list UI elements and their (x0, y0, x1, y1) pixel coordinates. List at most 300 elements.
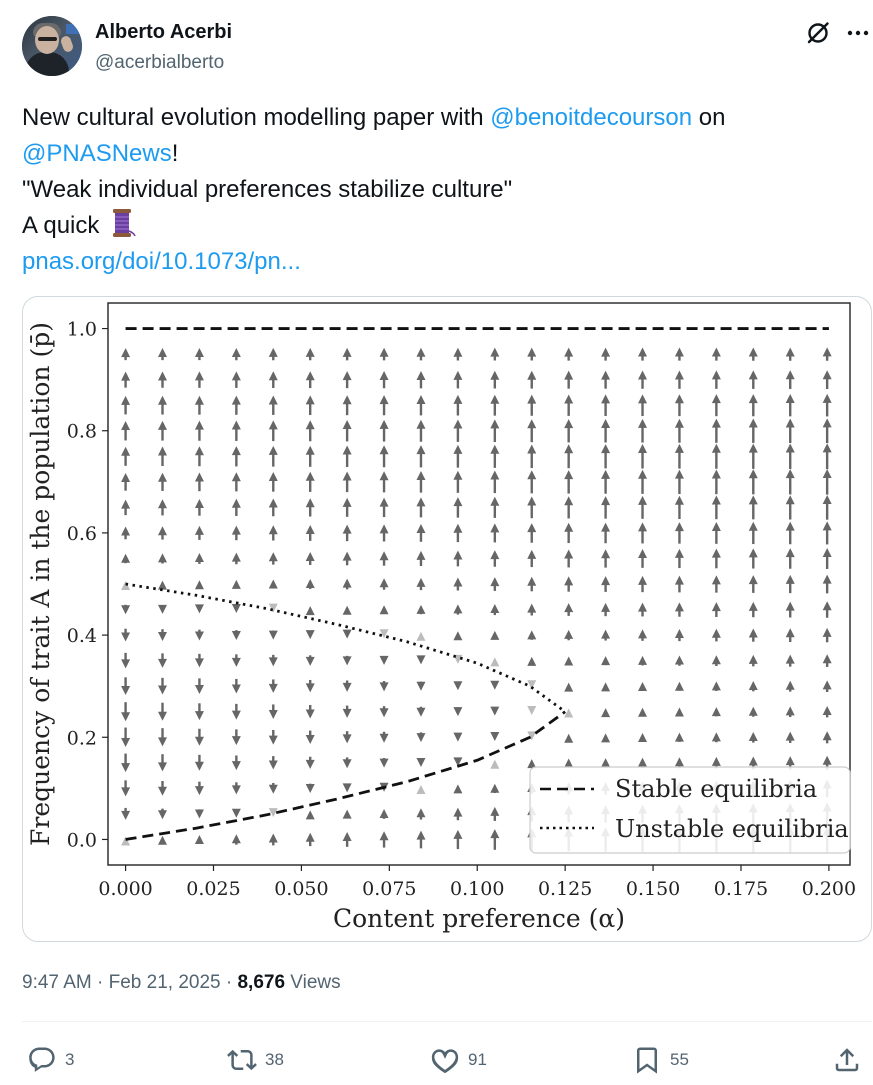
y-tick-label: 0.2 (66, 727, 97, 750)
field-arrow-head (638, 549, 647, 558)
field-arrow-head (786, 394, 795, 403)
field-arrow-head (749, 575, 758, 584)
field-arrow-head (601, 348, 610, 357)
field-arrow-head (416, 348, 425, 357)
field-arrow-head (416, 785, 425, 794)
avatar[interactable] (22, 16, 82, 76)
field-arrow-head (306, 657, 315, 666)
field-arrow-head (564, 734, 573, 743)
field-arrow-head (158, 836, 167, 845)
field-arrow-head (380, 395, 389, 404)
field-arrow-head (343, 832, 352, 841)
field-arrow-head (306, 348, 315, 357)
field-arrow-head (712, 681, 721, 690)
field-arrow-head (490, 732, 499, 741)
field-arrow-head (158, 810, 167, 819)
field-arrow-head (416, 655, 425, 664)
field-arrow-head (343, 420, 352, 429)
mention-pnasnews[interactable]: @PNASNews (22, 140, 172, 167)
field-arrow-head (232, 736, 241, 745)
field-arrow-head (823, 443, 832, 452)
field-arrow-head (527, 444, 536, 453)
field-arrow-head (786, 370, 795, 379)
field-arrow-head (380, 471, 389, 480)
field-arrow-head (343, 552, 352, 561)
field-arrow-head (527, 395, 536, 404)
repost-icon (227, 1045, 257, 1075)
field-arrow-head (564, 630, 573, 639)
share-button[interactable] (832, 1040, 862, 1080)
field-arrow-head (490, 631, 499, 640)
field-arrow-head (601, 470, 610, 479)
field-arrow-head (306, 420, 315, 429)
share-icon (832, 1045, 862, 1075)
tweet-text-part: A quick (22, 212, 100, 239)
field-arrow-head (121, 421, 130, 430)
field-arrow-head (232, 396, 241, 405)
y-tick-label: 0.8 (66, 420, 97, 443)
field-arrow-head (158, 473, 167, 482)
field-arrow-head (675, 348, 684, 357)
field-arrow-head (269, 710, 278, 719)
field-arrow-head (786, 575, 795, 584)
quiver-chart (23, 297, 871, 941)
field-arrow-head (564, 683, 573, 692)
field-arrow-head (638, 371, 647, 380)
field-arrow-head (601, 656, 610, 665)
field-arrow-head (490, 395, 499, 404)
field-arrow-head (638, 733, 647, 742)
field-arrow-head (823, 495, 832, 504)
field-arrow-head (675, 444, 684, 453)
field-arrow-head (416, 578, 425, 587)
field-arrow-head (675, 394, 684, 403)
field-arrow-head (121, 581, 130, 590)
field-arrow-head (564, 394, 573, 403)
field-arrow-head (232, 526, 241, 535)
field-arrow-head (453, 681, 462, 690)
field-arrow-head (490, 445, 499, 454)
field-arrow-head (712, 549, 721, 558)
like-button[interactable] (430, 1040, 487, 1080)
field-arrow-head (232, 604, 241, 613)
field-arrow-head (269, 785, 278, 794)
tweet-text-part: on (692, 104, 726, 131)
like-count: 91 (468, 1050, 487, 1069)
field-arrow-head (380, 759, 389, 768)
field-arrow-head (712, 522, 721, 531)
field-arrow-head (416, 605, 425, 614)
field-arrow-head (749, 602, 758, 611)
field-arrow-head (343, 759, 352, 768)
field-arrow-head (121, 763, 130, 772)
field-arrow-head (158, 787, 167, 796)
field-arrow-head (490, 829, 499, 838)
field-arrow-head (675, 370, 684, 379)
field-arrow-head (380, 605, 389, 614)
field-arrow-head (749, 655, 758, 664)
field-arrow-head (380, 734, 389, 743)
field-arrow-head (564, 444, 573, 453)
field-arrow-head (121, 659, 130, 668)
field-arrow-head (416, 371, 425, 380)
field-arrow-head (601, 549, 610, 558)
field-arrow-head (416, 524, 425, 533)
field-arrow-head (343, 579, 352, 588)
field-arrow-head (453, 497, 462, 506)
field-arrow-head (306, 498, 315, 507)
field-arrow-head (712, 602, 721, 611)
field-arrow-head (749, 370, 758, 379)
field-arrow-head (675, 629, 684, 638)
field-arrow-head (749, 732, 758, 741)
field-arrow-head (416, 682, 425, 691)
field-arrow-head (823, 521, 832, 530)
field-arrow-head (564, 656, 573, 665)
field-arrow-head (416, 758, 425, 767)
field-arrow-head (158, 348, 167, 357)
field-arrow-head (195, 421, 204, 430)
field-arrow-head (786, 522, 795, 531)
field-arrow-head (306, 760, 315, 769)
field-arrow-head (712, 444, 721, 453)
field-arrow-head (232, 785, 241, 794)
field-arrow-head (121, 348, 130, 357)
field-arrow-head (343, 498, 352, 507)
chart-image[interactable] (22, 296, 872, 942)
field-arrow-head (306, 683, 315, 692)
field-arrow-head (712, 655, 721, 664)
field-arrow-head (712, 419, 721, 428)
field-arrow-head (416, 445, 425, 454)
author-handle[interactable]: @acerbialberto (95, 52, 225, 73)
field-arrow-head (749, 681, 758, 690)
field-arrow-head (749, 469, 758, 478)
field-arrow-head (121, 712, 130, 721)
field-arrow-head (786, 469, 795, 478)
field-arrow-head (823, 601, 832, 610)
field-arrow-head (823, 680, 832, 689)
field-arrow-head (269, 420, 278, 429)
field-arrow-head (158, 659, 167, 668)
field-arrow-head (527, 630, 536, 639)
reply-count: 3 (65, 1050, 75, 1069)
field-arrow-head (343, 683, 352, 692)
paper-link[interactable]: pnas.org/doi/10.1073/pn... (22, 248, 301, 275)
field-arrow-head (749, 707, 758, 716)
field-arrow-head (380, 809, 389, 818)
y-tick-label: 0.6 (66, 522, 97, 545)
field-arrow-head (490, 657, 499, 666)
action-bar (22, 1040, 872, 1080)
field-arrow-head (306, 579, 315, 588)
field-arrow-head (638, 682, 647, 691)
legend-label-unstable: Unstable equilibria (615, 815, 849, 843)
field-arrow-head (416, 420, 425, 429)
reply-icon (27, 1045, 57, 1075)
field-arrow-head (306, 630, 315, 639)
tweet-meta (22, 972, 341, 994)
field-arrow-head (269, 604, 278, 613)
tweet-time[interactable]: 9:47 AM (22, 972, 92, 993)
field-arrow-head (195, 526, 204, 535)
field-arrow-head (232, 834, 241, 843)
field-arrow-head (527, 371, 536, 380)
field-arrow-head (786, 444, 795, 453)
repost-button[interactable] (227, 1040, 284, 1080)
field-arrow-head (453, 784, 462, 793)
field-arrow-head (232, 809, 241, 818)
unstable-equilibria-line (126, 584, 566, 712)
field-arrow-head (232, 580, 241, 589)
field-arrow-head (675, 757, 684, 766)
field-arrow-head (343, 810, 352, 819)
field-arrow-head (306, 446, 315, 455)
field-arrow-head (380, 578, 389, 587)
field-arrow-head (416, 808, 425, 817)
field-arrow-head (564, 348, 573, 357)
field-arrow-head (416, 471, 425, 480)
x-tick-label: 0.125 (537, 878, 593, 900)
field-arrow-head (195, 809, 204, 818)
field-arrow-head (823, 706, 832, 715)
field-arrow-head (269, 684, 278, 693)
field-arrow-head (453, 707, 462, 716)
field-arrow-head (823, 756, 832, 765)
field-arrow-head (786, 602, 795, 611)
field-arrow-head (527, 348, 536, 357)
field-arrow-head (601, 419, 610, 428)
field-arrow-head (564, 758, 573, 767)
field-arrow-head (675, 707, 684, 716)
field-arrow-head (121, 738, 130, 747)
field-arrow-head (712, 348, 721, 357)
field-arrow-head (601, 371, 610, 380)
x-tick-label: 0.150 (625, 878, 681, 900)
field-arrow-head (786, 495, 795, 504)
x-tick-label: 0.000 (98, 878, 153, 900)
field-arrow-head (158, 553, 167, 562)
field-arrow-head (490, 784, 499, 793)
field-arrow-head (675, 549, 684, 558)
field-arrow-head (823, 654, 832, 663)
field-arrow-head (195, 786, 204, 795)
field-arrow-head (232, 348, 241, 357)
views-count: 8,676 (237, 972, 286, 993)
tweet-header (22, 16, 872, 78)
meta-separator: · (220, 972, 238, 993)
field-arrow-head (490, 577, 499, 586)
field-arrow-head (232, 761, 241, 770)
field-arrow-head (712, 629, 721, 638)
field-arrow-head (306, 395, 315, 404)
field-arrow-head (527, 470, 536, 479)
field-arrow-head (380, 371, 389, 380)
field-arrow-head (269, 498, 278, 507)
x-tick-label: 0.175 (713, 878, 769, 900)
field-arrow-head (195, 396, 204, 405)
field-arrow-head (269, 761, 278, 770)
x-tick-label: 0.075 (362, 878, 417, 900)
field-arrow-head (380, 445, 389, 454)
field-arrow-head (195, 685, 204, 694)
field-arrow-head (490, 371, 499, 380)
field-arrow-head (638, 603, 647, 612)
field-arrow-head (343, 656, 352, 665)
field-arrow-head (195, 472, 204, 481)
stable-equilibria-line (126, 712, 566, 840)
field-arrow-head (749, 757, 758, 766)
field-arrow-head (343, 525, 352, 534)
field-arrow-head (490, 550, 499, 559)
field-arrow-head (232, 421, 241, 430)
x-tick-label: 0.200 (801, 878, 857, 900)
field-arrow-head (158, 447, 167, 456)
field-arrow-head (195, 499, 204, 508)
field-arrow-head (232, 499, 241, 508)
field-arrow-head (564, 419, 573, 428)
field-arrow-head (564, 496, 573, 505)
field-arrow-head (786, 548, 795, 557)
field-arrow-head (158, 737, 167, 746)
field-arrow-head (416, 632, 425, 641)
mention-benoitdecourson[interactable]: @benoitdecourson (490, 104, 693, 131)
field-arrow-head (195, 580, 204, 589)
field-arrow-head (121, 372, 130, 381)
field-arrow-head (527, 657, 536, 666)
x-tick-label: 0.025 (186, 878, 241, 900)
field-arrow-head (343, 371, 352, 380)
field-arrow-head (269, 472, 278, 481)
field-arrow-head (675, 470, 684, 479)
field-arrow-head (527, 604, 536, 613)
field-arrow-head (121, 447, 130, 456)
field-arrow-head (306, 552, 315, 561)
reply-button[interactable] (27, 1040, 74, 1080)
field-arrow-head (601, 496, 610, 505)
field-arrow-head (601, 708, 610, 717)
field-arrow-head (601, 576, 610, 585)
field-arrow-head (490, 348, 499, 357)
field-arrow-head (195, 446, 204, 455)
field-arrow-head (675, 419, 684, 428)
x-axis-label: Content preference (α) (333, 904, 625, 933)
field-arrow-head (380, 551, 389, 560)
field-arrow-head (232, 631, 241, 640)
field-arrow-head (823, 628, 832, 637)
field-arrow-head (786, 628, 795, 637)
divider (22, 1021, 872, 1022)
field-arrow-head (158, 421, 167, 430)
field-arrow-head (453, 604, 462, 613)
field-arrow-head (601, 733, 610, 742)
field-arrow-head (638, 656, 647, 665)
field-arrow-head (269, 579, 278, 588)
field-arrow-head (195, 348, 204, 357)
field-arrow-head (416, 395, 425, 404)
field-arrow-head (638, 758, 647, 767)
field-arrow-head (380, 708, 389, 717)
field-arrow-head (158, 581, 167, 590)
field-arrow-head (527, 419, 536, 428)
more-icon[interactable] (845, 20, 871, 46)
field-arrow-head (823, 575, 832, 584)
field-arrow-head (601, 603, 610, 612)
field-arrow-head (195, 658, 204, 667)
field-arrow-head (158, 632, 167, 641)
tweet-date[interactable]: Feb 21, 2025 (108, 972, 221, 993)
field-arrow-head (121, 632, 130, 641)
field-arrow-head (601, 630, 610, 639)
field-arrow-head (749, 347, 758, 356)
field-arrow-head (786, 681, 795, 690)
field-arrow-head (601, 758, 610, 767)
field-arrow-head (675, 576, 684, 585)
field-arrow-head (786, 706, 795, 715)
grok-icon[interactable] (805, 20, 831, 46)
field-arrow-head (158, 762, 167, 771)
field-arrow-head (269, 348, 278, 357)
field-arrow-head (380, 348, 389, 357)
field-arrow-head (453, 551, 462, 560)
field-arrow-head (306, 472, 315, 481)
field-arrow-head (269, 525, 278, 534)
field-arrow-head (527, 523, 536, 532)
field-arrow-head (269, 552, 278, 561)
field-arrow-head (121, 396, 130, 405)
field-arrow-head (453, 733, 462, 742)
field-arrow-head (121, 473, 130, 482)
bookmark-button[interactable] (632, 1040, 689, 1080)
field-arrow-head (675, 656, 684, 665)
field-arrow-head (712, 496, 721, 505)
field-arrow-head (306, 525, 315, 534)
field-arrow-head (121, 686, 130, 695)
field-arrow-head (823, 347, 832, 356)
field-arrow-head (269, 631, 278, 640)
field-arrow-head (527, 550, 536, 559)
field-arrow-head (306, 735, 315, 744)
field-arrow-head (195, 737, 204, 746)
field-arrow-head (675, 496, 684, 505)
field-arrow-head (269, 657, 278, 666)
field-arrow-head (343, 606, 352, 615)
field-arrow-head (453, 445, 462, 454)
field-arrow-head (269, 446, 278, 455)
y-axis-label: Frequency of trait A in the population (p̄) (26, 322, 55, 846)
field-arrow-head (380, 420, 389, 429)
chart-legend (530, 767, 850, 853)
field-arrow-head (712, 469, 721, 478)
views-label: Views (285, 972, 341, 993)
field-arrow-head (712, 707, 721, 716)
field-arrow-head (195, 711, 204, 720)
field-arrow-head (823, 370, 832, 379)
field-arrow-head (232, 472, 241, 481)
field-arrow-head (453, 395, 462, 404)
field-arrow-head (564, 371, 573, 380)
field-arrow-head (786, 655, 795, 664)
bookmark-count: 55 (670, 1050, 689, 1069)
field-arrow-head (232, 553, 241, 562)
field-arrow-head (343, 446, 352, 455)
field-arrow-head (490, 681, 499, 690)
author-name[interactable]: Alberto Acerbi (95, 21, 233, 43)
field-arrow-head (527, 497, 536, 506)
field-arrow-head (638, 348, 647, 357)
field-arrow-head (786, 347, 795, 356)
field-arrow-head (380, 682, 389, 691)
